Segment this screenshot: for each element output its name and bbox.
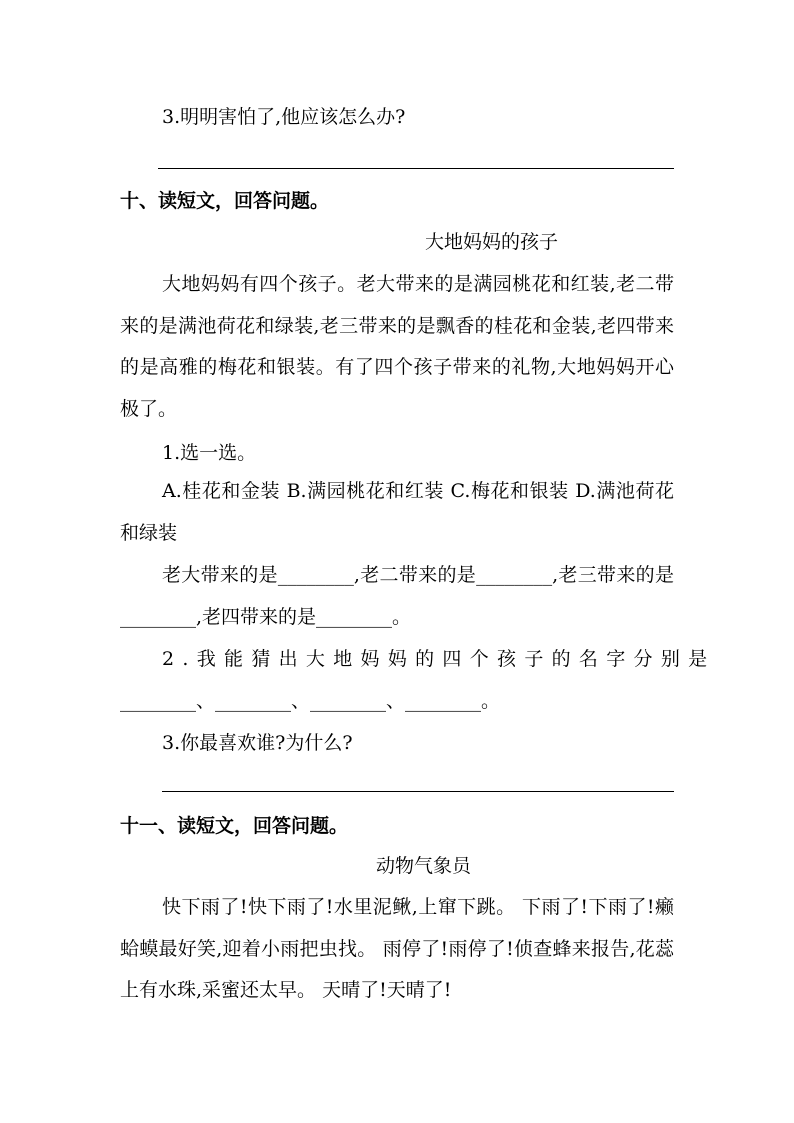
question-10-1-label: 1.选一选。 <box>162 442 257 464</box>
section-10-heading: 十、读短文，回答问题。 <box>120 190 330 212</box>
answer-line-9-3 <box>158 168 674 169</box>
question-9-3: 3.明明害怕了,他应该怎么办? <box>162 106 406 128</box>
question-10-1-fill: 老大带来的是________,老二带来的是________,老三带来的是________,老四带来的是________。 <box>120 564 674 628</box>
question-10-3: 3.你最喜欢谁?为什么? <box>162 732 353 754</box>
question-10-2-prompt: 2.我能猜出大地妈妈的四个孩子的名字分别是 <box>162 648 716 670</box>
section-11-passage: 快下雨了!快下雨了!水里泥鳅,上窜下跳。 下雨了!下雨了!癞蛤蟆最好笑,迎着小雨把虫找。 雨停了!雨停了!侦查蜂来报告,花蕊上有水珠,采蜜还太早。 天晴了!天晴了! <box>120 896 674 1001</box>
question-10-1-options: A.桂花和金装 B.满园桃花和红装 C.梅花和银装 D.满池荷花和绿装 <box>120 480 674 544</box>
section-10-title: 大地妈妈的孩子 <box>425 231 559 253</box>
answer-line-10-3 <box>162 791 674 792</box>
question-10-2-blanks: ________、________、________、________。 <box>120 690 501 712</box>
section-11-heading: 十一、读短文，回答问题。 <box>120 815 349 837</box>
section-10-passage: 大地妈妈有四个孩子。老大带来的是满园桃花和红装,老二带来的是满池荷花和绿装,老三带来的是飘香的桂花和金装,老四带来的是高雅的梅花和银装。有了四个孩子带来的礼物,大地妈妈开心极了。 <box>120 273 674 420</box>
section-11-title: 动物气象员 <box>376 855 472 877</box>
